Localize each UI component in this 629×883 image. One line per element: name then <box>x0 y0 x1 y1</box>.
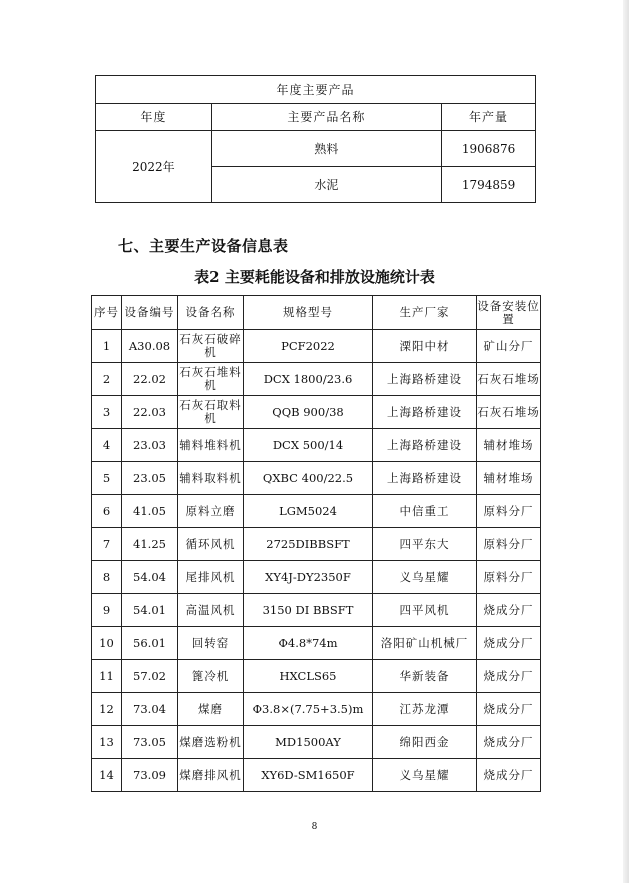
products-title-row <box>96 76 536 104</box>
equipment-row <box>92 495 541 528</box>
product-name-cell: 熟料 <box>211 131 441 167</box>
row-number-cell: 7 <box>92 528 122 561</box>
install-location-cell: 石灰石堆场 <box>477 363 541 396</box>
row-number-cell: 1 <box>92 330 122 363</box>
equipment-name-cell: 辅料堆料机 <box>178 429 244 462</box>
equipment-row <box>92 462 541 495</box>
row-number-cell: 2 <box>92 363 122 396</box>
header-model: 规格型号 <box>244 296 373 330</box>
equipment-row <box>92 429 541 462</box>
equipment-code-cell: 57.02 <box>122 660 178 693</box>
install-location-cell: 原料分厂 <box>477 561 541 594</box>
model-cell: Φ4.8*74m <box>244 627 373 660</box>
equipment-name-cell: 煤磨选粉机 <box>178 726 244 759</box>
equipment-name-cell: 石灰石破碎机 <box>178 330 244 363</box>
manufacturer-cell: 上海路桥建设 <box>373 396 477 429</box>
manufacturer-cell: 江苏龙潭 <box>373 693 477 726</box>
row-number-cell: 9 <box>92 594 122 627</box>
equipment-name-cell: 篦冷机 <box>178 660 244 693</box>
model-cell: PCF2022 <box>244 330 373 363</box>
equipment-code-cell: 54.04 <box>122 561 178 594</box>
page-edge <box>623 0 629 883</box>
equipment-row <box>92 528 541 561</box>
equipment-name-cell: 循环风机 <box>178 528 244 561</box>
equipment-row <box>92 627 541 660</box>
header-year: 年度 <box>96 104 212 131</box>
install-location-cell: 烧成分厂 <box>477 627 541 660</box>
equipment-name-cell: 石灰石取料机 <box>178 396 244 429</box>
install-location-cell: 烧成分厂 <box>477 759 541 792</box>
equipment-name-cell: 辅料取料机 <box>178 462 244 495</box>
model-cell: DCX 500/14 <box>244 429 373 462</box>
row-number-cell: 11 <box>92 660 122 693</box>
install-location-cell: 烧成分厂 <box>477 693 541 726</box>
equipment-code-cell: 22.02 <box>122 363 178 396</box>
equipment-row <box>92 363 541 396</box>
equipment-name-cell: 高温风机 <box>178 594 244 627</box>
product-output-cell: 1794859 <box>442 167 536 203</box>
equipment-code-cell: 54.01 <box>122 594 178 627</box>
model-cell: DCX 1800/23.6 <box>244 363 373 396</box>
model-cell: XY6D-SM1650F <box>244 759 373 792</box>
model-cell: MD1500AY <box>244 726 373 759</box>
manufacturer-cell: 华新装备 <box>373 660 477 693</box>
equipment-row <box>92 660 541 693</box>
products-header-row <box>96 104 536 131</box>
manufacturer-cell: 四平风机 <box>373 594 477 627</box>
annual-products-table <box>95 75 536 203</box>
product-name-cell: 水泥 <box>211 167 441 203</box>
install-location-cell: 辅材堆场 <box>477 462 541 495</box>
install-location-cell: 原料分厂 <box>477 528 541 561</box>
model-cell: Φ3.8×(7.75+3.5)m <box>244 693 373 726</box>
install-location-cell: 烧成分厂 <box>477 660 541 693</box>
equipment-row <box>92 561 541 594</box>
manufacturer-cell: 中信重工 <box>373 495 477 528</box>
manufacturer-cell: 绵阳西金 <box>373 726 477 759</box>
manufacturer-cell: 四平东大 <box>373 528 477 561</box>
equipment-row <box>92 330 541 363</box>
row-number-cell: 6 <box>92 495 122 528</box>
equipment-name-cell: 煤磨排风机 <box>178 759 244 792</box>
section-heading: 七、主要生产设备信息表 <box>118 237 289 255</box>
equipment-table <box>91 295 541 792</box>
page-number: 8 <box>311 822 318 832</box>
row-number-cell: 8 <box>92 561 122 594</box>
manufacturer-cell: 上海路桥建设 <box>373 363 477 396</box>
model-cell: LGM5024 <box>244 495 373 528</box>
equipment-row <box>92 594 541 627</box>
equipment-code-cell: 56.01 <box>122 627 178 660</box>
row-number-cell: 4 <box>92 429 122 462</box>
equipment-row <box>92 396 541 429</box>
equipment-code-cell: 23.03 <box>122 429 178 462</box>
products-table-title: 年度主要产品 <box>96 76 536 104</box>
manufacturer-cell: 上海路桥建设 <box>373 462 477 495</box>
model-cell: 2725DIBBSFT <box>244 528 373 561</box>
row-number-cell: 5 <box>92 462 122 495</box>
equipment-code-cell: 41.25 <box>122 528 178 561</box>
year-cell: 2022年 <box>96 131 212 203</box>
equipment-row <box>92 759 541 792</box>
install-location-cell: 烧成分厂 <box>477 726 541 759</box>
header-manufacturer: 生产厂家 <box>373 296 477 330</box>
header-seq: 序号 <box>92 296 122 330</box>
model-cell: QQB 900/38 <box>244 396 373 429</box>
model-cell: QXBC 400/22.5 <box>244 462 373 495</box>
equipment-code-cell: A30.08 <box>122 330 178 363</box>
install-location-cell: 原料分厂 <box>477 495 541 528</box>
install-location-cell: 石灰石堆场 <box>477 396 541 429</box>
manufacturer-cell: 义乌星耀 <box>373 561 477 594</box>
equipment-row <box>92 693 541 726</box>
header-install-location: 设备安装位置 <box>477 296 541 330</box>
header-equipment-name: 设备名称 <box>178 296 244 330</box>
equipment-code-cell: 73.09 <box>122 759 178 792</box>
equipment-name-cell: 尾排风机 <box>178 561 244 594</box>
manufacturer-cell: 上海路桥建设 <box>373 429 477 462</box>
equipment-code-cell: 73.05 <box>122 726 178 759</box>
equipment-code-cell: 22.03 <box>122 396 178 429</box>
row-number-cell: 12 <box>92 693 122 726</box>
header-product-name: 主要产品名称 <box>211 104 441 131</box>
equipment-code-cell: 23.05 <box>122 462 178 495</box>
equipment-name-cell: 石灰石堆料机 <box>178 363 244 396</box>
equipment-name-cell: 原料立磨 <box>178 495 244 528</box>
products-row <box>96 131 536 167</box>
install-location-cell: 烧成分厂 <box>477 594 541 627</box>
table-title: 表2 主要耗能设备和排放设施统计表 <box>194 268 435 286</box>
manufacturer-cell: 溧阳中材 <box>373 330 477 363</box>
row-number-cell: 10 <box>92 627 122 660</box>
install-location-cell: 辅材堆场 <box>477 429 541 462</box>
equipment-code-cell: 73.04 <box>122 693 178 726</box>
header-annual-output: 年产量 <box>442 104 536 131</box>
equipment-name-cell: 回转窑 <box>178 627 244 660</box>
manufacturer-cell: 义乌星耀 <box>373 759 477 792</box>
row-number-cell: 14 <box>92 759 122 792</box>
row-number-cell: 13 <box>92 726 122 759</box>
equipment-name-cell: 煤磨 <box>178 693 244 726</box>
equipment-body <box>92 330 541 792</box>
equipment-code-cell: 41.05 <box>122 495 178 528</box>
model-cell: HXCLS65 <box>244 660 373 693</box>
header-equipment-code: 设备编号 <box>122 296 178 330</box>
manufacturer-cell: 洛阳矿山机械厂 <box>373 627 477 660</box>
row-number-cell: 3 <box>92 396 122 429</box>
product-output-cell: 1906876 <box>442 131 536 167</box>
model-cell: 3150 DI BBSFT <box>244 594 373 627</box>
equipment-header-row <box>92 296 541 330</box>
model-cell: XY4J-DY2350F <box>244 561 373 594</box>
install-location-cell: 矿山分厂 <box>477 330 541 363</box>
equipment-row <box>92 726 541 759</box>
